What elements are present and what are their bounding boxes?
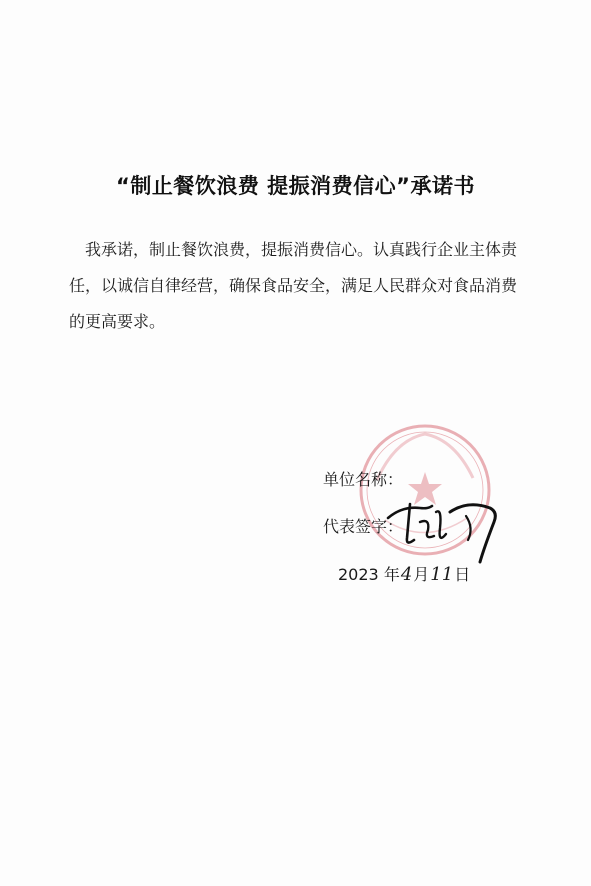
- document-title: “制止餐饮浪费 提振消费信心”承诺书: [116, 174, 475, 198]
- representative-signature-label: 代表签字：: [323, 517, 404, 536]
- date-year: 2023: [338, 565, 379, 584]
- signing-date: [338, 562, 470, 585]
- date-month-suffix: 月: [413, 565, 430, 584]
- date-year-suffix: 年: [383, 565, 400, 584]
- handwritten-signature: [380, 478, 510, 568]
- date-month: 4: [400, 564, 413, 585]
- date-day: 11: [430, 564, 454, 585]
- unit-name-label: 单位名称：: [323, 470, 404, 489]
- date-day-suffix: 日: [454, 565, 471, 584]
- commitment-text: 我承诺，制止餐饮浪费，提振消费信心。认真践行企业主体责任，以诚信自律经营，确保食品安全，满足人民群众对食品消费的更高要求。: [69, 240, 518, 331]
